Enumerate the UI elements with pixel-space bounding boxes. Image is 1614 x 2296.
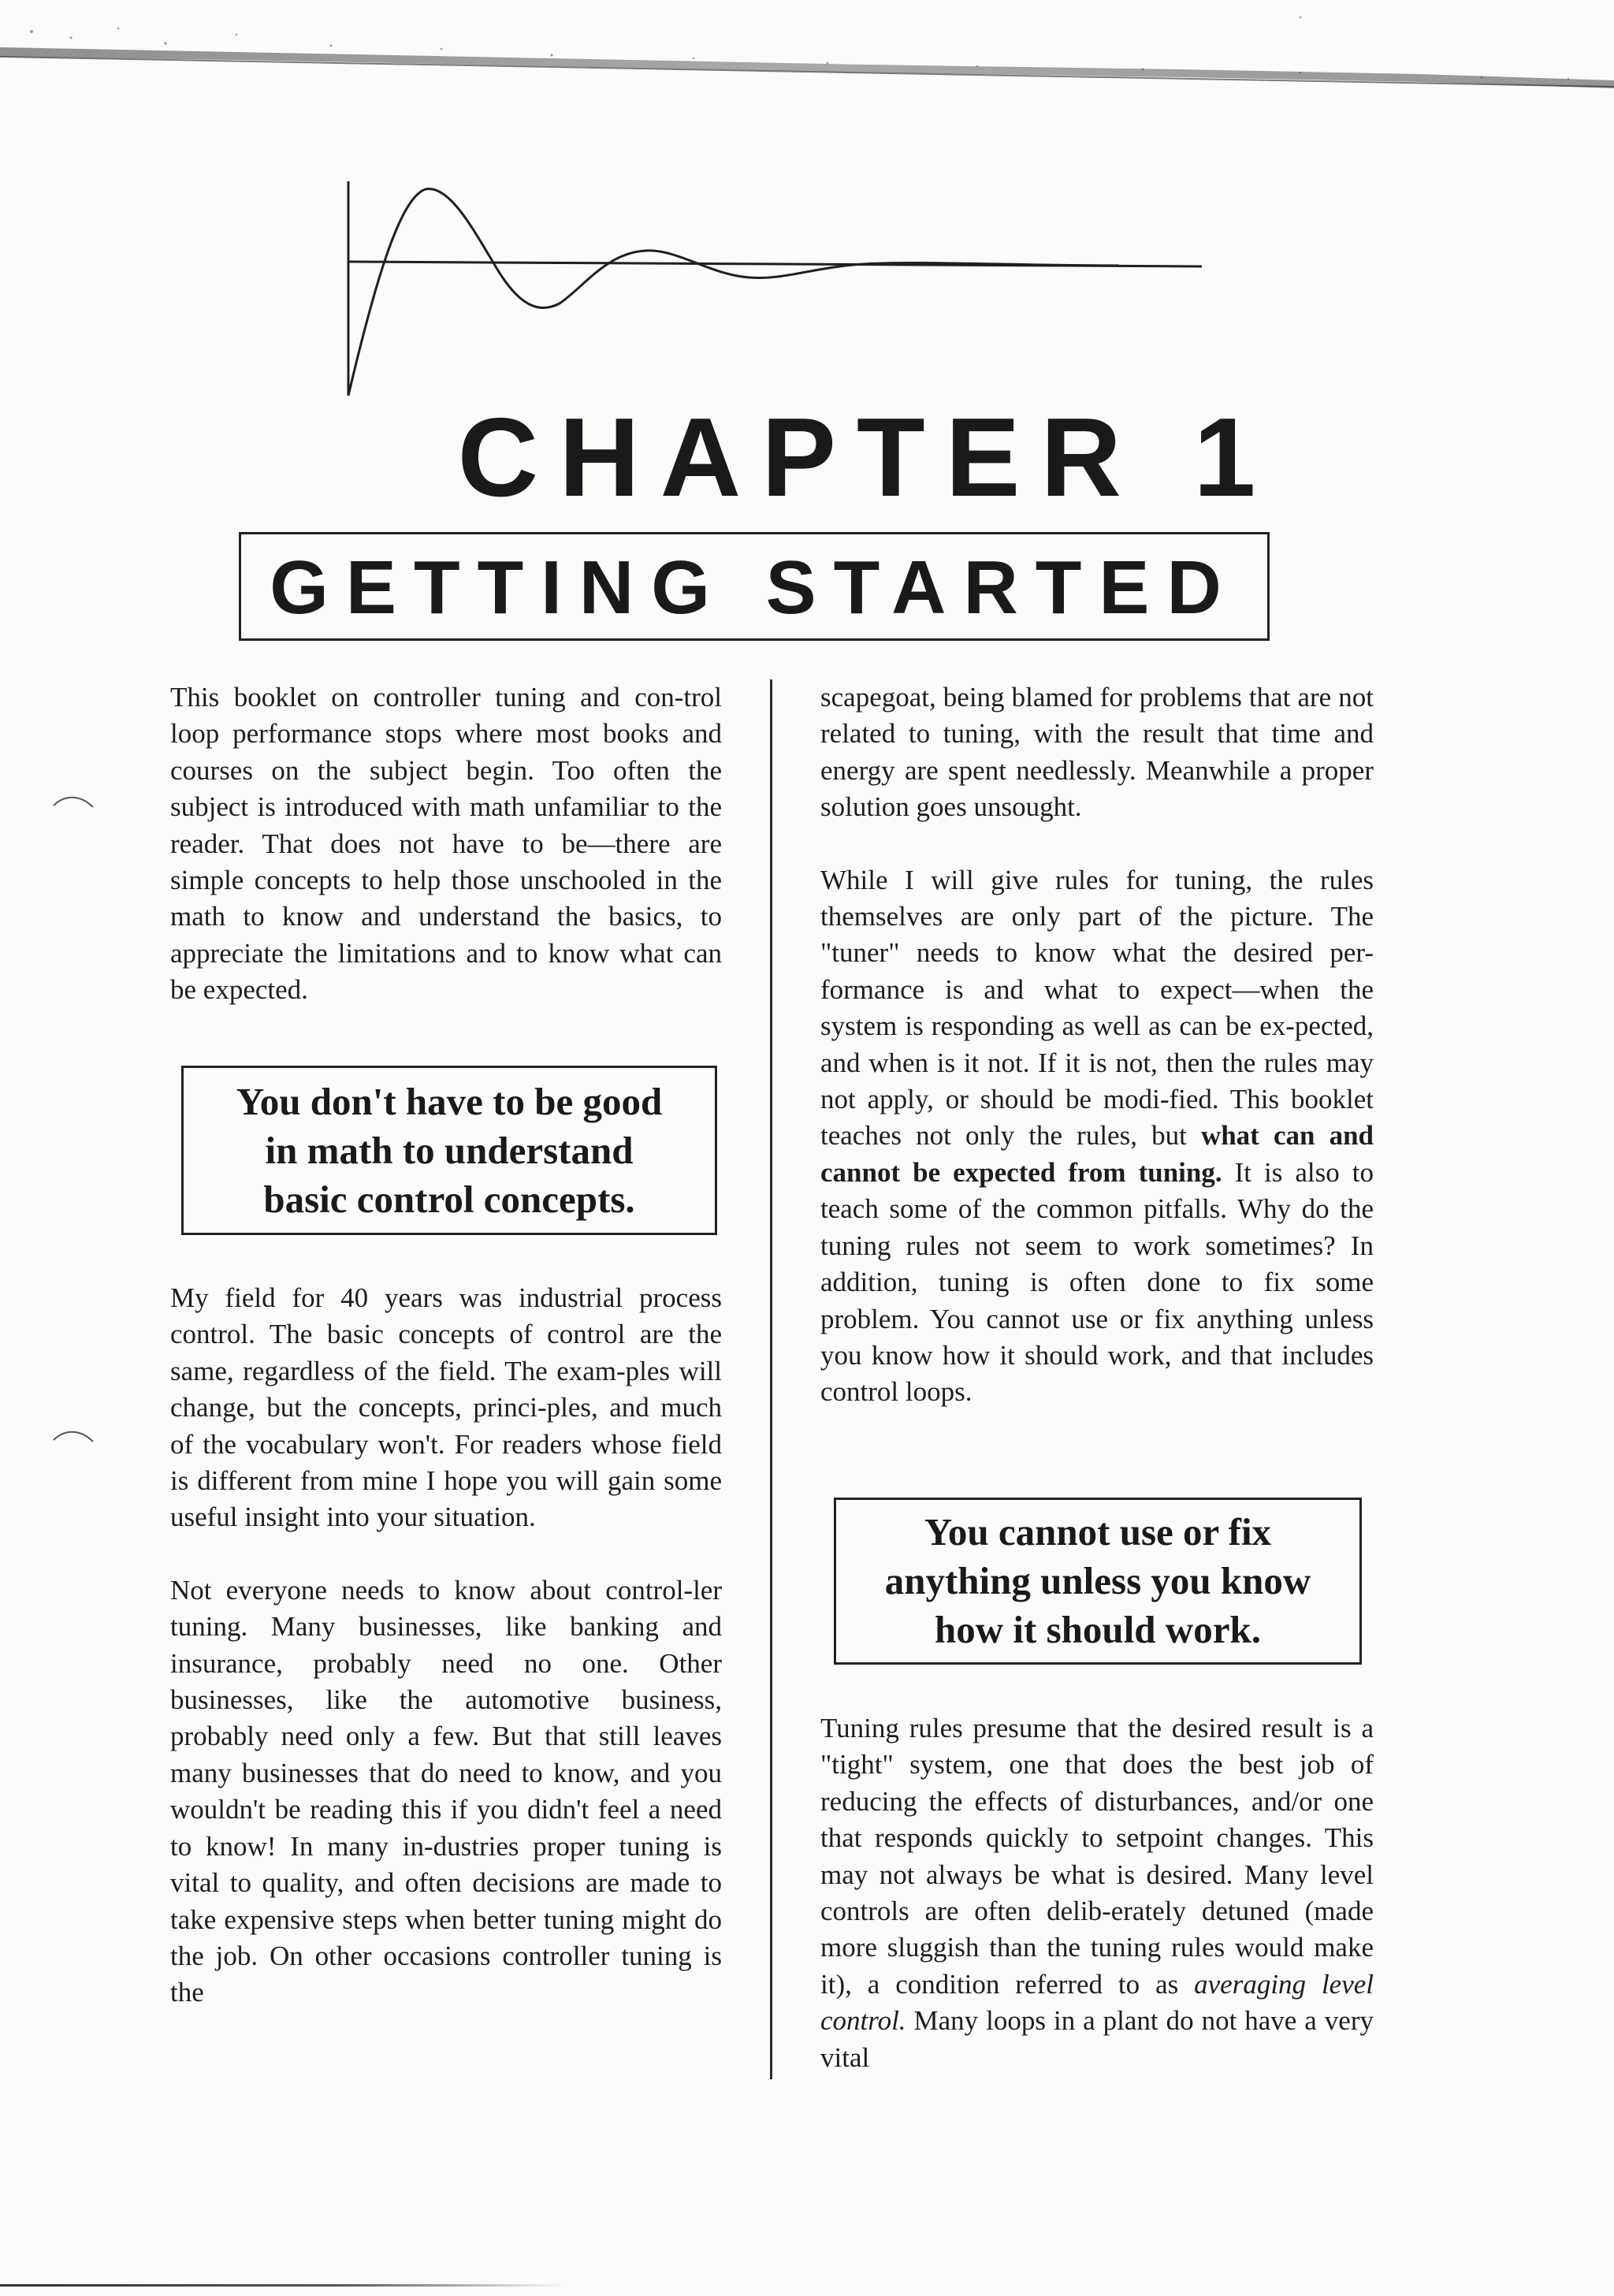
- paragraph-text: Many loops in a plant do not have a very vital: [820, 2005, 1374, 2073]
- emphasis-text: what can and cannot be expected from tuning.: [820, 1120, 1374, 1188]
- damped-oscillation-curve-icon: [331, 173, 1214, 402]
- paragraph: [820, 862, 1374, 1411]
- chapter-number: CHAPTER 1: [457, 395, 1277, 520]
- right-column-lower: [820, 1710, 1374, 2076]
- paragraph-text: It is also to teach some of the common pitfalls. Why do the tuning rules not seem to work sometimes? In addition, tuning is often done to fix some problem. You cannot use or fix anything unless you know how it should work, and that includes control loops.: [820, 1156, 1374, 1408]
- margin-hole-mark-icon: [50, 788, 98, 820]
- scan-edge-top: [0, 0, 1614, 95]
- paragraph-text: While I will give rules for tuning, the rules themselves are only part of the picture. The "tuner" needs to know what the desired per-formance is and what to expect—when the system is responding as well as can be ex-pected, and when is it not. If it is not, then the rules may not apply, or should be modi-fied. This booklet teaches not only the rules, but: [820, 864, 1374, 1152]
- paragraph: Not everyone needs to know about control-ler tuning. Many businesses, like banking and insurance, probably need no one. Other businesses, like the automotive business, probably need only a few. But that still leaves many businesses that do need to know, and you wouldn't be reading this if you didn't feel a need to know! In many in-dustries proper tuning is vital to quality, and often decisions are made to take expensive steps when better tuning might do the job. On other occasions controller tuning is the: [170, 1574, 722, 2008]
- paragraph: My field for 40 years was industrial process control. The basic concepts of control are the same, regardless of the field. The exam-ples will change, but the concepts, princi-ples, and much of the vocabulary won't. For readers whose field is different from mine I hope you will gain some useful insight into your situation.: [170, 1282, 722, 1533]
- paragraph: [820, 1710, 1374, 2076]
- pull-quote-line: in math to understand: [265, 1128, 634, 1172]
- pull-quote-line: You don't have to be good: [236, 1079, 663, 1123]
- pull-quote-line: how it should work.: [935, 1608, 1261, 1651]
- left-column: [170, 679, 722, 1009]
- pull-quote-fix: [834, 1498, 1362, 1665]
- paragraph: This booklet on controller tuning and con-trol loop performance stops where most books and courses on the subject begin. Too often the subject is introduced with math unfamiliar to the reader. That does not have to be—there are simple concepts to help those unschooled in the math to know and understand the basics, to appreciate the limitations and to know what can be expected.: [170, 682, 722, 1006]
- pull-quote-line: You cannot use or fix: [924, 1510, 1272, 1554]
- chapter-title: GETTING STARTED: [270, 545, 1239, 630]
- margin-hole-mark-icon: [50, 1423, 98, 1454]
- pull-quote-math: [181, 1066, 717, 1235]
- paragraph-text: Tuning rules presume that the desired result is a "tight" system, one that does the best job of reducing the effects of disturbances, and/or one that responds quickly to setpoint changes. This may not always be what is desired. Many level controls are often delib-erately detuned (made more sluggish than the tuning rules would make it), a condition referred to as: [820, 1713, 1374, 2000]
- scan-edge-bottom: [0, 2284, 567, 2287]
- paragraph: scapegoat, being blamed for problems that are not related to tuning, with the result that time and energy are spent needlessly. Meanwhile a proper solution goes unsought.: [820, 682, 1374, 823]
- chapter-title-box: [239, 532, 1270, 641]
- left-column-lower: [170, 1280, 722, 2011]
- pull-quote-line: anything unless you know: [884, 1559, 1311, 1602]
- right-column: [820, 679, 1374, 1411]
- italic-term: averaging level control.: [820, 1968, 1374, 2037]
- pull-quote-line: basic control concepts.: [263, 1177, 635, 1221]
- column-divider: [770, 679, 772, 2079]
